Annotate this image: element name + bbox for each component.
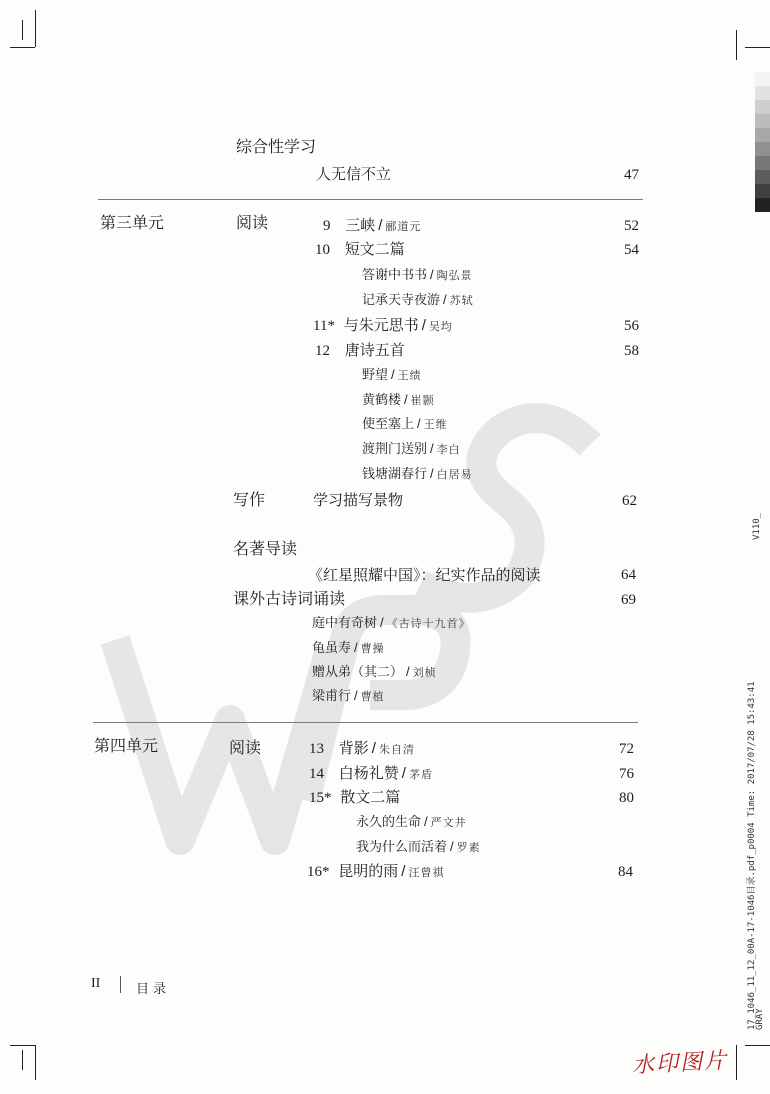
writing-title: 学习描写景物 bbox=[313, 491, 404, 509]
poem-title: 龟虽寿 bbox=[312, 641, 352, 656]
sub-lesson: 黄鹤楼 / 崔颢 bbox=[362, 392, 435, 408]
sub-lesson-author: 王绩 bbox=[397, 369, 422, 382]
lesson-item: 11* 与朱元思书 / 吴均 bbox=[313, 316, 453, 334]
stamp-signature: 水印图片 bbox=[631, 1048, 729, 1079]
page-number: 69 bbox=[621, 592, 636, 608]
page-number: 76 bbox=[619, 766, 634, 782]
page-number: 80 bbox=[619, 790, 634, 806]
lesson-item bbox=[315, 238, 405, 259]
sub-lesson-author: 严文井 bbox=[430, 816, 467, 829]
crop-mark bbox=[745, 47, 770, 48]
poem-title: 庭中有奇树 bbox=[312, 616, 378, 631]
lesson-item: 9 三峡 / 郦道元 bbox=[323, 216, 422, 234]
sub-lesson: 使至塞上 / 王维 bbox=[362, 416, 448, 432]
sub-lesson-title: 我为什么而活着 bbox=[356, 840, 448, 855]
lesson-title: 昆明的雨 bbox=[338, 862, 399, 880]
lesson-number: 16* bbox=[307, 864, 330, 880]
reading-label: 阅读 bbox=[236, 213, 269, 232]
sub-lesson-author: 罗素 bbox=[456, 841, 481, 854]
page-number: 58 bbox=[624, 343, 639, 359]
lesson-number: 10 bbox=[315, 242, 330, 258]
lesson-author: 汪曾祺 bbox=[408, 866, 445, 879]
crop-mark bbox=[745, 1045, 770, 1046]
poem-item: 庭中有奇树 / 《古诗十九首》 bbox=[312, 615, 471, 631]
writing-label: 写作 bbox=[233, 490, 266, 509]
crop-mark bbox=[736, 1045, 737, 1080]
sub-lesson-title: 渡荆门送别 bbox=[362, 442, 428, 457]
lesson-title: 背影 bbox=[338, 739, 369, 757]
lesson-title: 与朱元思书 bbox=[343, 316, 419, 334]
page-number: 47 bbox=[624, 167, 639, 183]
lesson-number: 14 bbox=[309, 766, 324, 782]
sub-lesson-title: 野望 bbox=[362, 368, 389, 383]
classics-label: 名著导读 bbox=[233, 539, 298, 558]
sub-lesson: 钱塘湖春行 / 白居易 bbox=[362, 466, 473, 482]
sub-lesson-author: 陶弘景 bbox=[436, 269, 473, 282]
sub-lesson-author: 李白 bbox=[436, 443, 461, 456]
lesson-author: 朱自清 bbox=[378, 743, 415, 756]
sub-lesson: 野望 / 王绩 bbox=[362, 367, 422, 383]
sub-lesson: 渡荆门送别 / 李白 bbox=[362, 441, 461, 457]
page-number: 54 bbox=[624, 242, 639, 258]
side-file-info: 17_1046_11_12_00A-17-1046目录.pdf_p0004 Time: 2017/07/28 15:43:41 bbox=[747, 681, 757, 1030]
poem-author: 曹操 bbox=[360, 642, 385, 655]
sub-lesson: 答谢中书书 / 陶弘景 bbox=[362, 267, 473, 283]
lesson-item: 16* 昆明的雨 / 汪曾祺 bbox=[307, 862, 445, 880]
lesson-title: 白杨礼赞 bbox=[338, 764, 399, 782]
section-heading-comprehensive: 综合性学习 bbox=[236, 137, 317, 156]
footer-separator bbox=[120, 976, 121, 993]
sub-lesson: 永久的生命 / 严文井 bbox=[356, 814, 467, 830]
crop-mark bbox=[10, 1045, 35, 1046]
page-number: 84 bbox=[618, 864, 633, 880]
lesson-item bbox=[309, 786, 400, 807]
sub-lesson: 记承天寺夜游 / 苏轼 bbox=[362, 292, 474, 308]
lesson-number: 13 bbox=[309, 741, 324, 757]
lesson-number: 9 bbox=[323, 218, 331, 234]
footer-section-title: 目 录 bbox=[136, 982, 167, 997]
classics-title: 《红星照耀中国》：纪实作品的阅读 bbox=[308, 566, 541, 584]
lesson-title: 唐诗五首 bbox=[344, 341, 405, 359]
sub-lesson-author: 崔颢 bbox=[410, 394, 435, 407]
lesson-item: 14 白杨礼赞 / 茅盾 bbox=[309, 764, 433, 782]
page-number: 56 bbox=[624, 318, 639, 334]
footer-page-roman: II bbox=[91, 976, 101, 991]
lesson-number: 12 bbox=[315, 343, 330, 359]
page-number: 64 bbox=[621, 567, 636, 583]
lesson-item: 13 背影 / 朱自清 bbox=[309, 739, 415, 757]
poem-title: 梁甫行 bbox=[312, 689, 352, 704]
crop-mark bbox=[736, 30, 737, 60]
poem-title: 赠从弟（其二） bbox=[312, 665, 404, 680]
lesson-author: 郦道元 bbox=[385, 220, 422, 233]
sub-lesson-author: 王维 bbox=[423, 418, 448, 431]
lesson-title: 散文二篇 bbox=[340, 788, 401, 806]
crop-mark bbox=[35, 10, 36, 47]
unit-divider bbox=[93, 722, 638, 723]
poem-item: 龟虽寿 / 曹操 bbox=[312, 640, 385, 656]
lesson-title: 短文二篇 bbox=[344, 240, 405, 258]
lesson-number: 11* bbox=[313, 318, 335, 334]
lesson-author: 茅盾 bbox=[408, 768, 433, 781]
unit-divider bbox=[98, 199, 643, 200]
lesson-title: 三峡 bbox=[345, 216, 376, 234]
sub-lesson-title: 使至塞上 bbox=[362, 417, 415, 432]
poem-item: 梁甫行 / 曹植 bbox=[312, 688, 385, 704]
side-code: V110_ bbox=[752, 512, 762, 540]
poem-item: 赠从弟（其二） / 刘桢 bbox=[312, 664, 437, 680]
page-number: 52 bbox=[624, 218, 639, 234]
sub-lesson-title: 钱塘湖春行 bbox=[362, 467, 428, 482]
poem-author: 曹植 bbox=[360, 690, 385, 703]
sub-lesson: 我为什么而活着 / 罗素 bbox=[356, 839, 481, 855]
sub-lesson-title: 永久的生命 bbox=[356, 815, 422, 830]
reading-label: 阅读 bbox=[229, 738, 262, 757]
poetry-label: 课外古诗词诵读 bbox=[233, 589, 346, 608]
crop-mark bbox=[35, 1045, 36, 1080]
poem-author: 刘桢 bbox=[412, 666, 437, 679]
crop-mark bbox=[22, 1050, 23, 1070]
gray-scale-bar bbox=[755, 72, 770, 212]
sub-lesson-title: 答谢中书书 bbox=[362, 268, 428, 283]
crop-mark bbox=[22, 20, 23, 40]
lesson-author: 吴均 bbox=[428, 320, 453, 333]
lesson-number: 15* bbox=[309, 790, 332, 806]
side-gray-label: GRAY bbox=[755, 1008, 765, 1030]
unit-label: 第三单元 bbox=[100, 213, 165, 232]
lesson-item bbox=[315, 339, 405, 360]
sub-lesson-author: 白居易 bbox=[436, 468, 473, 481]
poem-author: 《古诗十九首》 bbox=[386, 617, 471, 630]
sub-lesson-title: 黄鹤楼 bbox=[362, 393, 402, 408]
topic-title: 人无信不立 bbox=[316, 165, 392, 183]
unit-label: 第四单元 bbox=[94, 736, 159, 755]
crop-mark bbox=[10, 47, 35, 48]
sub-lesson-author: 苏轼 bbox=[449, 294, 474, 307]
sub-lesson-title: 记承天寺夜游 bbox=[362, 293, 441, 308]
page-number: 62 bbox=[622, 493, 637, 509]
page-number: 72 bbox=[619, 741, 634, 757]
